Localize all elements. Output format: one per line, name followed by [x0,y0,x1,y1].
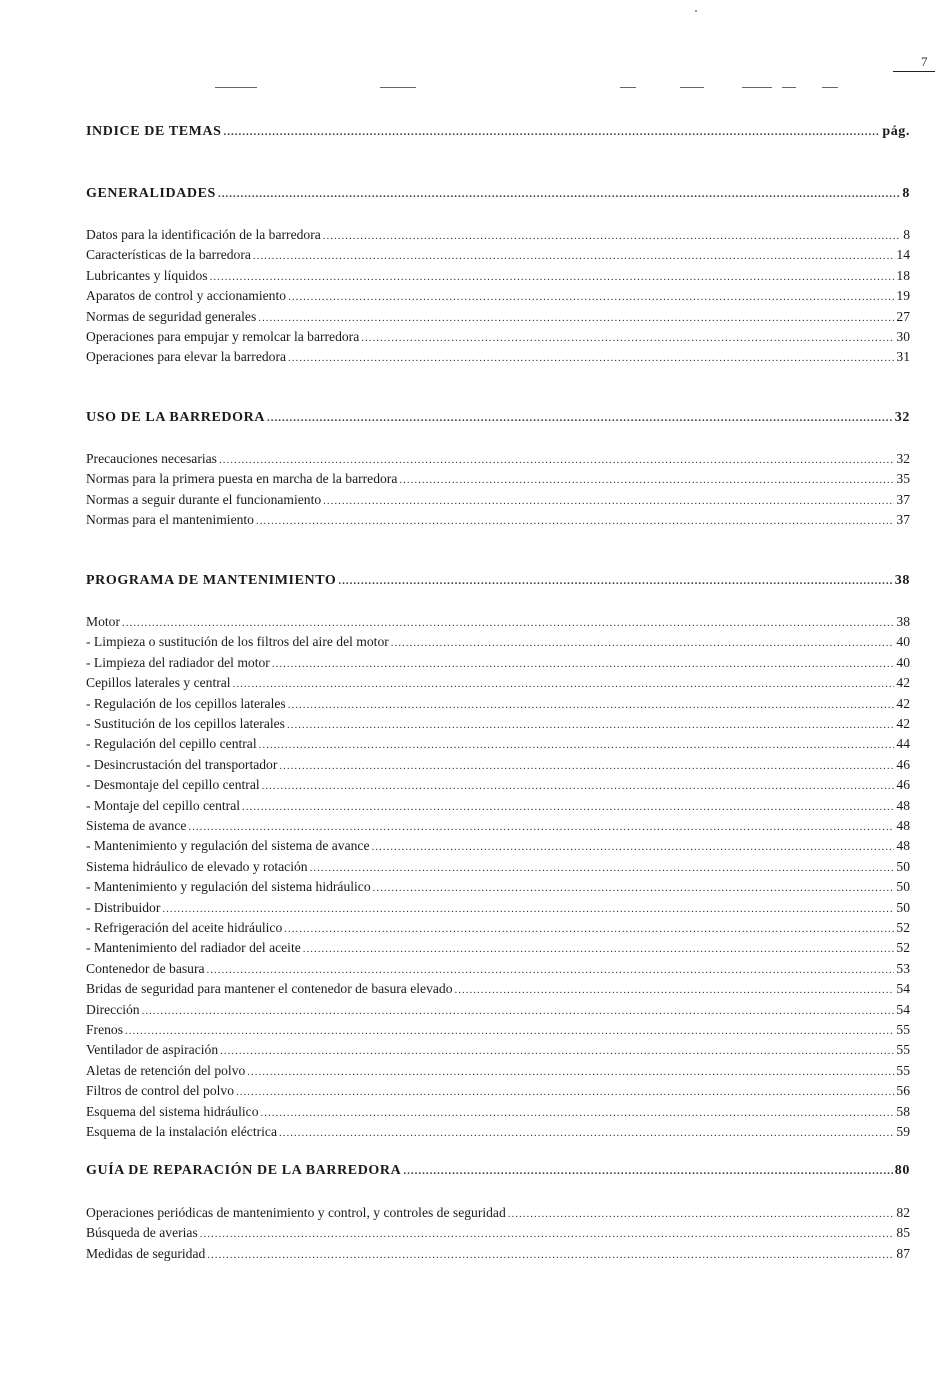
dot-leader [284,923,894,935]
dot-leader [303,943,895,955]
entry-page: 40 [896,634,910,649]
entry-label: - Sustitución de los cepillos laterales [86,716,285,731]
section-title: PROGRAMA DE MANTENIMIENTO [86,573,337,588]
entry-page: 50 [896,879,910,894]
toc-entry[interactable] [86,1246,910,1266]
toc-entry[interactable] [86,634,910,654]
entry-label: Dirección [86,1002,140,1017]
entry-label: - Desincrustación del transportador [86,757,278,772]
entry-label: - Regulación del cepillo central [86,736,257,751]
dot-leader [261,1107,895,1119]
entry-page: 32 [896,451,910,466]
dot-leader [288,291,894,303]
toc-entry[interactable] [86,247,910,267]
dot-leader [323,495,894,507]
entry-page: 54 [896,981,910,996]
section-page: 8 [902,186,910,201]
dot-leader [267,412,893,424]
entry-page: 30 [896,329,910,344]
entry-label: - Mantenimiento y regulación del sistema de avance [86,838,370,853]
toc-entry[interactable] [86,1083,910,1103]
entry-page: 50 [896,900,910,915]
entry-page: 44 [896,736,910,751]
dot-leader [288,352,894,364]
entry-label: - Montaje del cepillo central [86,798,240,813]
toc-entry[interactable] [86,329,910,349]
entry-page: 82 [896,1205,910,1220]
section-page: 38 [894,573,910,588]
section-heading[interactable] [86,573,910,591]
entry-page: 50 [896,859,910,874]
entry-label: - Limpieza o sustitución de los filtros del aire del motor [86,634,389,649]
entry-page: 19 [896,288,910,303]
dot-leader [279,1127,894,1139]
entry-label: Bridas de seguridad para mantener el contenedor de basura elevado [86,981,453,996]
scan-artifact [620,87,636,88]
toc-entry[interactable] [86,981,910,1001]
dot-leader [125,1025,894,1037]
entry-page: 52 [896,940,910,955]
dot-leader [508,1208,895,1220]
entry-page: 55 [896,1042,910,1057]
entry-page: 42 [896,696,910,711]
scan-dot [695,10,697,12]
entry-page: 87 [896,1246,910,1261]
toc-entry[interactable] [86,614,910,634]
entry-label: Contenedor de basura [86,961,205,976]
toc-entry[interactable] [86,777,910,797]
dot-leader [399,474,894,486]
toc-entry[interactable] [86,1225,910,1245]
entry-label: - Desmontaje del cepillo central [86,777,260,792]
section-title: GENERALIDADES [86,186,216,201]
section-heading[interactable] [86,1163,910,1181]
toc-entry[interactable] [86,1124,910,1144]
dot-leader [233,678,895,690]
entry-label: Aletas de retención del polvo [86,1063,246,1078]
entry-label: Lubricantes y líquidos [86,268,208,283]
toc-entry[interactable] [86,309,910,329]
entry-page: 56 [896,1083,910,1098]
entry-label: Normas para el mantenimiento [86,512,254,527]
dot-leader [373,882,895,894]
entry-page: 85 [896,1225,910,1240]
entry-label: Operaciones periódicas de mantenimiento y control, y controles de seguridad [86,1205,506,1220]
dot-leader [258,312,894,324]
section-title: USO DE LA BARREDORA [86,410,266,425]
toc-entry[interactable] [86,349,910,369]
toc-entry[interactable] [86,838,910,858]
toc-entry[interactable] [86,451,910,471]
entry-label: - Regulación de los cepillos laterales [86,696,286,711]
entry-page: 55 [896,1063,910,1078]
entry-label: Frenos [86,1022,124,1037]
entry-label: Normas de seguridad generales [86,309,257,324]
toc-entry[interactable] [86,1002,910,1022]
entry-page: 46 [896,777,910,792]
entry-label: - Mantenimiento y regulación del sistema hidráulico [86,879,371,894]
entry-page: 37 [896,492,910,507]
section-title: GUÍA DE REPARACIÓN DE LA BARREDORA [86,1163,402,1178]
entry-page: 55 [896,1022,910,1037]
dot-leader [259,739,895,751]
toc-entry[interactable] [86,492,910,512]
dot-leader [403,1165,892,1177]
toc-entry[interactable] [86,512,910,532]
scan-artifact [215,87,257,88]
toc-entry[interactable] [86,1205,910,1225]
toc-entry[interactable] [86,757,910,777]
dot-leader [218,188,900,200]
toc-title-page: pág. [882,124,910,139]
section-heading[interactable] [86,410,910,428]
entry-label: Precauciones necesarias [86,451,217,466]
toc-entry[interactable] [86,961,910,981]
dot-leader [188,821,894,833]
toc-entry[interactable] [86,1042,910,1062]
scan-artifact [380,87,416,88]
entry-page: 18 [896,268,910,283]
entry-label: Cepillos laterales y central [86,675,231,690]
section-heading[interactable] [86,186,910,204]
entry-label: Operaciones para empujar y remolcar la barredora [86,329,360,344]
dot-leader [272,658,895,670]
dot-leader [338,575,892,587]
entry-label: - Limpieza del radiador del motor [86,655,270,670]
toc-title-row[interactable] [86,124,910,142]
section-page: 80 [894,1163,910,1178]
entry-page: 37 [896,512,910,527]
entry-page: 42 [896,716,910,731]
entry-page: 8 [903,227,910,242]
dot-leader [200,1228,895,1240]
entry-label: - Distribuidor [86,900,161,915]
toc-entry[interactable] [86,471,910,491]
dot-leader [455,984,895,996]
entry-label: Motor [86,614,120,629]
entry-label: Medidas de seguridad [86,1246,206,1261]
dot-leader [219,454,894,466]
toc-entry[interactable] [86,675,910,695]
page-number: 7 [921,54,928,69]
scan-artifact [782,87,796,88]
toc-entry[interactable] [86,696,910,716]
dot-leader [391,637,895,649]
toc-title: INDICE DE TEMAS [86,124,222,139]
dot-leader [207,964,895,976]
dot-leader [242,801,894,813]
entry-label: Operaciones para elevar la barredora [86,349,287,364]
toc-entry[interactable] [86,288,910,308]
entry-label: Datos para la identificación de la barredora [86,227,321,242]
toc-entry[interactable] [86,940,910,960]
dot-leader [288,699,895,711]
toc-entry[interactable] [86,1104,910,1124]
toc-entry[interactable] [86,1063,910,1083]
scan-artifact [822,87,838,88]
scan-artifact [680,87,704,88]
toc-entry[interactable] [86,818,910,838]
entry-label: Sistema hidráulico de elevado y rotación [86,859,308,874]
dot-leader [262,780,895,792]
toc-entry[interactable] [86,227,910,247]
scan-artifact [742,87,772,88]
entry-page: 52 [896,920,910,935]
dot-leader [253,250,894,262]
toc-entry[interactable] [86,716,910,736]
dot-leader [210,271,895,283]
toc-entry[interactable] [86,268,910,288]
entry-page: 46 [896,757,910,772]
toc-entry[interactable] [86,655,910,675]
entry-label: Búsqueda de averias [86,1225,198,1240]
dot-leader [323,230,901,242]
entry-page: 48 [896,838,910,853]
toc-entry[interactable] [86,920,910,940]
entry-label: Filtros de control del polvo [86,1083,235,1098]
entry-label: Normas para la primera puesta en marcha de la barredora [86,471,398,486]
entry-label: Esquema de la instalación eléctrica [86,1124,277,1139]
entry-page: 35 [896,471,910,486]
toc-entry[interactable] [86,900,910,920]
dot-leader [122,617,894,629]
entry-page: 48 [896,818,910,833]
dot-leader [361,332,894,344]
dot-leader [142,1005,895,1017]
entry-page: 42 [896,675,910,690]
entry-page: 14 [896,247,910,262]
dot-leader [162,903,894,915]
dot-leader [247,1066,894,1078]
section-page: 32 [894,410,910,425]
toc-entry[interactable] [86,1022,910,1042]
entry-page: 54 [896,1002,910,1017]
toc-entry[interactable] [86,859,910,879]
entry-label: - Refrigeración del aceite hidráulico [86,920,283,935]
toc-entry[interactable] [86,879,910,899]
dot-leader [256,515,894,527]
entry-page: 48 [896,798,910,813]
entry-label: Ventilador de aspiración [86,1042,219,1057]
entry-page: 31 [896,349,910,364]
entry-label: Sistema de avance [86,818,187,833]
entry-page: 59 [896,1124,910,1139]
dot-leader [236,1086,894,1098]
entry-page: 53 [896,961,910,976]
entry-label: - Mantenimiento del radiador del aceite [86,940,301,955]
dot-leader [371,841,894,853]
entry-page: 27 [896,309,910,324]
entry-label: Aparatos de control y accionamiento [86,288,287,303]
dot-leader [279,760,894,772]
dot-leader [310,862,895,874]
toc-entry[interactable] [86,798,910,818]
entry-label: Esquema del sistema hidráulico [86,1104,259,1119]
entry-label: Características de la barredora [86,247,251,262]
toc-entry[interactable] [86,736,910,756]
entry-page: 40 [896,655,910,670]
dot-leader [287,719,894,731]
dot-leader [220,1045,894,1057]
entry-page: 58 [896,1104,910,1119]
entry-page: 38 [896,614,910,629]
header-rule [893,71,935,72]
dot-leader [224,126,881,138]
entry-label: Normas a seguir durante el funcionamiento [86,492,322,507]
dot-leader [207,1249,894,1261]
